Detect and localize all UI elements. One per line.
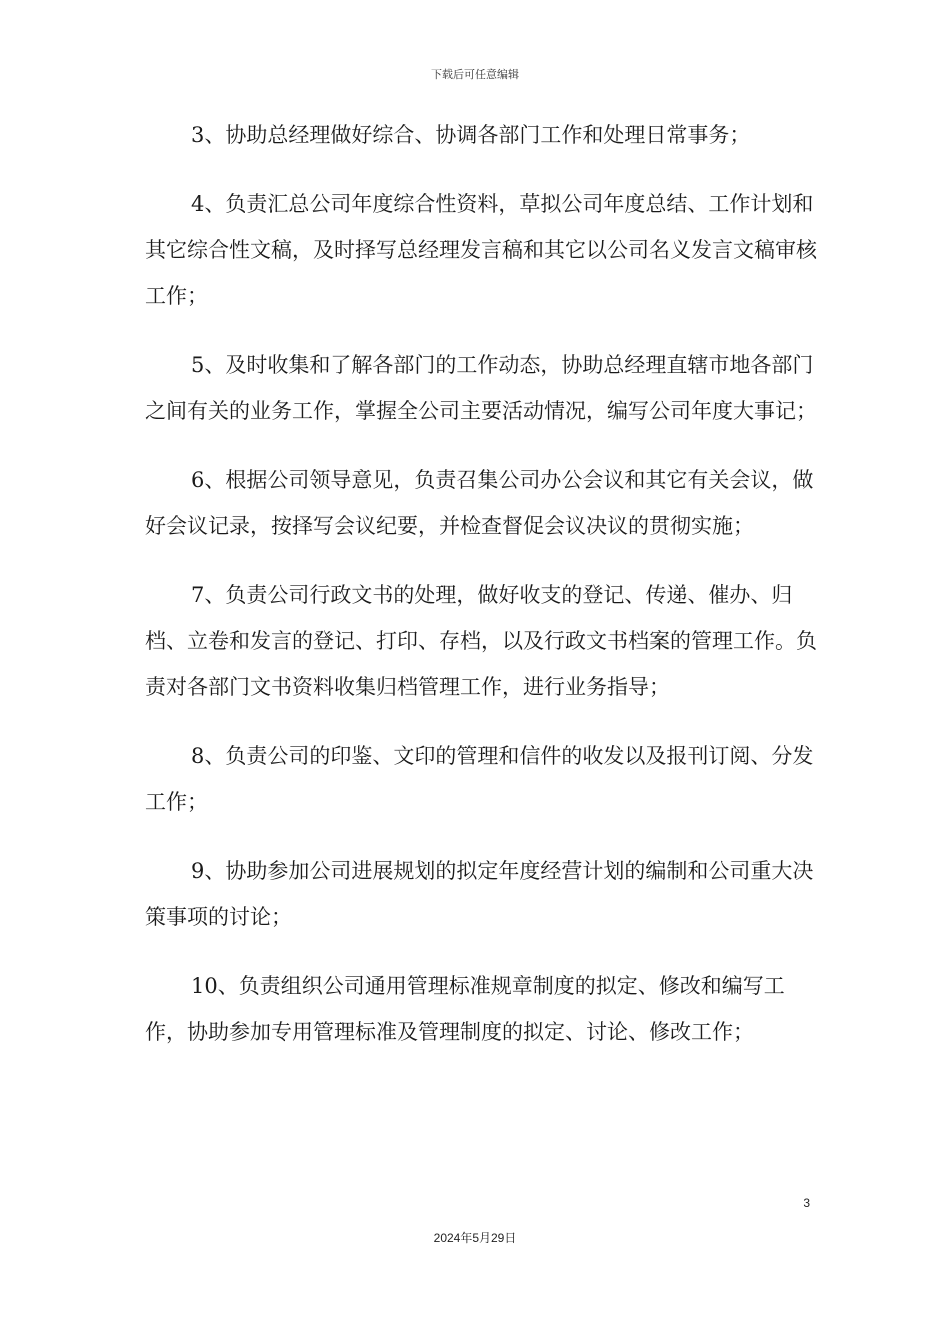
- paragraph-item-3: 3、协助总经理做好综合、协调各部门工作和处理日常事务；: [191, 123, 751, 147]
- paragraph-item-8: 8、负责公司的印鉴、文印的管理和信件的收发以及报刊订阅、分发工作；: [145, 744, 814, 814]
- page-number: 3: [803, 1196, 810, 1210]
- footer-date: 2024年5月29日: [433, 1231, 517, 1245]
- paragraph-item-6: 6、根据公司领导意见，负责召集公司办公会议和其它有关会议，做好会议记录，按择写会议纪要，并检查督促会议决议的贯彻实施；: [145, 468, 814, 538]
- paragraph-item-5: 5、及时收集和了解各部门的工作动态，协助总经理直辖市地各部门之间有关的业务工作，掌握全公司主要活动情况，编写公司年度大事记；: [145, 353, 817, 423]
- paragraph-item-10: 10、负责组织公司通用管理标准规章制度的拟定、修改和编写工作，协助参加专用管理标准及管理制度的拟定、讨论、修改工作；: [145, 974, 785, 1044]
- paragraph-item-9: 9、协助参加公司进展规划的拟定年度经营计划的编制和公司重大决策事项的讨论；: [145, 859, 814, 929]
- document-body: [145, 112, 820, 1078]
- paragraph-item-7: 7、负责公司行政文书的处理，做好收支的登记、传递、催办、归档、立卷和发言的登记、打印、存档，以及行政文书档案的管理工作。负责对各部门文书资料收集归档管理工作，进行业务指导；: [145, 583, 817, 699]
- paragraph-item-4: 4、负责汇总公司年度综合性资料，草拟公司年度总结、工作计划和其它综合性文稿，及时择写总经理发言稿和其它以公司名义发言文稿审核工作；: [145, 192, 817, 308]
- page-header: 下载后可任意编辑: [431, 68, 519, 81]
